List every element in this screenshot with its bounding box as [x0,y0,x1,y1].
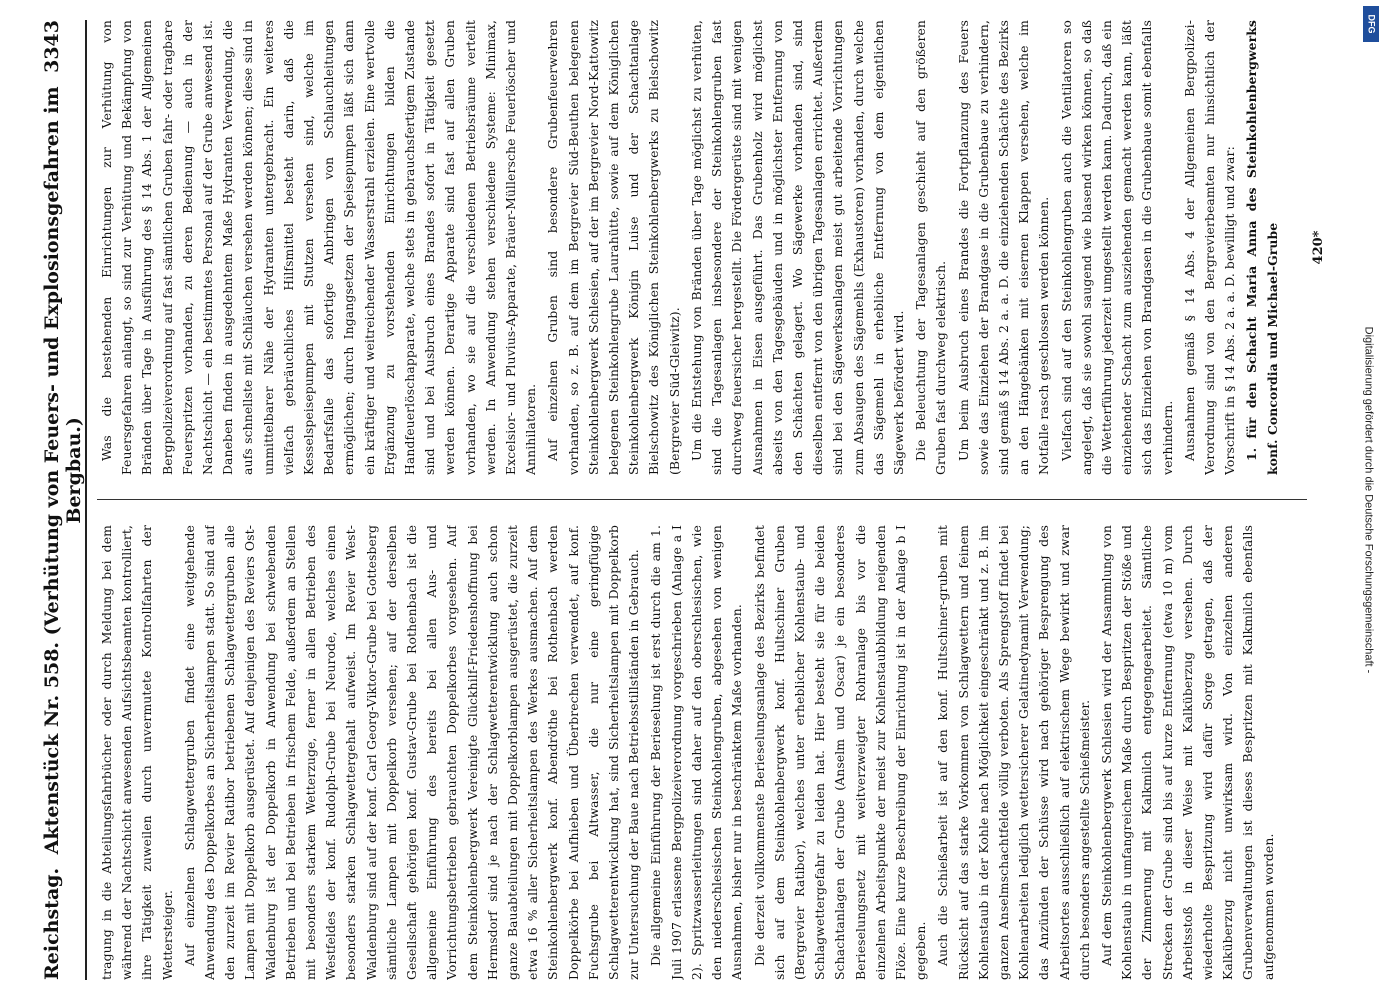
rotated-document-sheet [41,20,1341,980]
page-header [41,20,87,980]
paragraph: Auf dem Steinkohlenbergwerk Schlesien wird der Ansammlung von Kohlenstaub in umfangreichem Maße durch Bespritzen der Stöße und der Zimmerung mit Kalkmilch entgegengearbeitet. Sämtliche Strecken der Grube sind bis auf kurze Entfernung (etwa 10 m) vom Arbeitsstoß in dieser Weise mit Kalküberzug versehen. Durch wiederholte Bespritzung wird dafür Sorge getragen, daß der Kalküberzug nicht unwirksam wird. Von einzelnen anderen Grubenverwaltungen ist dieses Bespritzen mit Kalkmilch ebenfalls aufgenommen worden. [1098,525,1276,980]
header-title: Aktenstück Nr. 558. (Verhütung von Feuers- und Explosionsgefahren im Bergbau.) [41,86,85,855]
paragraph: Um die Entstehung von Bränden über Tage möglichst zu verhüten, sind die Tagesanlagen insbesondere der Steinkohlengruben fast durchweg feuersicher hergestellt. Die Fördergerüste sind mit wenigen Ausnahmen in Eisen ausgeführt. Das Grubenholz wird möglichst abseits von den Tagesgebäuden und in möglichster Entfernung von den Schächten gelagert. Wo Sägewerke vorhanden sind, sind dieselben entfernt von den übrigen Tagesanlagen errichtet. Außerdem sind bei den Sägewerksanlagen meist gut arbeitende Vorrichtungen zum Absaugen des Sägemehls (Exhaustoren) vorhanden, durch welche das Sägemehl in erhebliche Entfernung von dem eigentlichen Sägewerk befördert wird. [688,20,906,475]
list-item: 1. für den Schacht Maria Anna des Steinkohlenbergwerks konf. Concordia und Michael-Grube [1244,20,1280,475]
paragraph: Die Beleuchtung der Tagesanlagen geschieht auf den größeren Gruben fast durchweg elektrisch. [913,20,949,475]
header-left: Reichstag. [41,867,63,980]
column-divider [97,499,1307,500]
page-number: 3343 [41,20,63,73]
page-signature: 420* [1311,230,1326,265]
paragraph: Die derzeit vollkommenste Berieselungsanlage des Bezirks befindet sich auf dem Steinkohlenbergwerk konf. Hultschiner Gruben (Bergrevier Ratibor), welches unter erheblicher Kohlenstaub- und Schlagwettergefahr zu leiden hat. Hier besteht sie für die beiden Schachtanlagen der Grube (Anselm und Oscar) je ein besonderes Berieselungsnetz mit weitverzweigter Rohranlage bis vor die einzelnen Arbeitspunkte der meist zur Kohlenstaubbildung neigenden Flöze. Eine kurze Beschreibung der Einrichtung ist in der Anlage b I gegeben. [751,525,929,980]
right-column [97,20,1317,475]
paragraph: Was die bestehenden Einrichtungen zur Verhütung von Feuersgefahren anlangt, so sind zur Verhütung und Bekämpfung von Bränden über Tage in Ausführung des § 14 Abs. 1 der Allgemeinen Bergpolizeiverordnung auf fast sämtlichen Gruben fahr- oder tragbare Feuerspritzen vorhanden, zu deren Bedienung — auch in der Nachtschicht — ein bestimmtes Personal auf der Grube anwesend ist. Daneben finden in ausgedehntem Maße Hydranten Verwendung, die aufs schnellste mit Schläuchen versehen werden können; diese sind in unmittelbarer Nähe der Hydranten untergebracht. Ein weiteres vielfach gebräuchliches Hilfsmittel besteht darin, daß die Kesselspeisepumpen mit Stutzen versehen sind, welche im Bedarfsfalle das sofortige Anbringen von Schlauchleitungen ermöglichen; durch Ingangsetzen der Speisepumpen läßt sich dann ein kräftiger und weitreichender Wasserstrahl erzielen. Eine wertvolle Ergänzung zu vorstehenden Einrichtungen bilden die Handfeuerlöschapparate, welche stets in gebrauchsfertigem Zustande sind und bei Ausbruch eines Brandes sofort in Tätigkeit gesetzt werden können. Derartige Apparate sind fast auf allen Gruben vorhanden, wo sie auf die verschiedenen Betriebsräume verteilt werden. In Anwendung stehen verschiedene Systeme: Minimax, Excelsior- und Pluvius-Apparate, Bräuer-Müllersche Feuerlöscher und Annihilatoren. [99,20,539,475]
digitization-note [1359,0,1377,1000]
paragraph: Auf einzelnen Schlagwettergruben findet eine weitgehende Anwendung des Doppelkorbes an Sicherheitslampen statt. So sind auf den zurzeit im Revier Ratibor betriebenen Schlagwettergruben alle Lampen mit Doppelkorb ausgerüstet. Auf denjenigen des Reviers Ost-Waldenburg ist der Doppelkorb in Anwendung bei schwebenden Betrieben und bei Betrieben in frischem Felde, außerdem an Stellen mit besonders starkem Wetterzuge, ferner in allen Betrieben des Westfeldes der konf. Rudolph-Grube bei Neurode, welches einen besonders starken Schlagwettergehalt aufweist. Im Revier West-Waldenburg sind auf der konf. Carl Georg-Viktor-Grube bei Gottesberg sämtliche Lampen mit Doppelkorb versehen; auf der derselben Gesellschaft gehörigen konf. Gustav-Grube bei Rothenbach ist die allgemeine Einführung des bereits bei allen Aus- und Vorrichtungsbetrieben gebrauchten Doppelkorbes vorgesehen. Auf dem Steinkohlenbergwerk Vereinigte Glückhilf-Friedenshoffnung bei Hermsdorf sind je nach der Schlagwetterentwicklung auch schon ganze Bauabteilungen mit Doppelkorblampen ausgerüstet, die zurzeit etwa 16 % aller Sicherheitslampen des Werkes ausmachen. Auf dem Steinkohlenbergwerk konf. Abendröthe bei Rothenbach werden Doppelkörbe bei Aufhieben und Überbrechen verwendet, auf konf. Fuchsgrube bei Altwasser, die nur eine geringfügige Schlagwetterentwicklung hat, sind Sicherheitslampen mit Doppelkorb zur Untersuchung der Baue nach Betriebsstillständen in Gebrauch. [181,525,642,980]
paragraph: Auf einzelnen Gruben sind besondere Grubenfeuerwehren vorhanden, so z. B. auf dem im Bergrevier Süd-Beuthen belegenen Steinkohlenbergwerk Schlesien, auf der im Bergrevier Nord-Kattowitz belegenen Steinkohlengrube Laurahütte, sowie auf dem Königlichen Steinkohlenbergwerk Königin Luise und der Schachtanlage Bielschowitz des Königlichen Steinkohlenbergwerks zu Bielschowitz (Bergrevier Süd-Gleiwitz). [545,20,682,475]
paragraph: Um beim Ausbruch eines Brandes die Fortpflanzung des Feuers sowie das Einziehen der Brandgase in die Grubenbaue zu verhindern, sind gemäß § 14 Abs. 2 a. a. D. die einziehenden Schächte des Bezirks an den Hängebänken mit eisernen Klappen versehen, welche im Notfalle rasch geschlossen werden können. [955,20,1052,475]
paragraph: Auch die Schießarbeit ist auf den konf. Hultschiner-gruben mit Rücksicht auf das starke Vorkommen von Schlagwettern und feinem Kohlenstaub in der Kohle nach Möglichkeit eingeschränkt und z. B. im ganzen Anselmschachtfelde völlig verboten. Als Sprengstoff findet bei Kohlenarbeiten lediglich wettersicherer Gelatinedynamit Verwendung; das Anzünden der Schüsse wird nach gehöriger Besprengung des Arbeitsortes ausschließlich auf elektrischem Wege bewirkt und zwar durch besonders angestellte Schießmeister. [935,525,1092,980]
paragraph: Vielfach sind auf den Steinkohlengruben auch die Ventilatoren so angelegt, daß sie sowohl saugend wie blasend wirken können, so daß die Wetterführung jederzeit umgestellt werden kann. Dadurch, daß ein einziehender Schacht zum ausziehenden gemacht werden kann, läßt sich das Einziehen von Brandgasen in die Grubenbaue somit ebenfalls verhindern. [1058,20,1175,475]
paragraph: Ausnahmen gemäß § 14 Abs. 4 der Allgemeinen Bergpolizei-Verordnung sind von den Bergrevierbeamten nur hinsichtlich der Vorschrift in § 14 Abs. 2 a. a. D. bewilligt und zwar: [1181,20,1238,475]
paragraph: tragung in die Abteilungsfahrbücher oder durch Meldung bei dem während der Nachtschicht anwesenden Aufsichtsbeamten kontrolliert, ihre Tätigkeit zuweilen durch unvermutete Kontrollfahrten der Wettersteiger. [99,525,175,980]
paragraph: Die allgemeine Einführung der Berieselung ist erst durch die am 1. Juli 1907 erlassene Bergpolizeiverordnung vorgeschrieben (Anlage a I 2). Spritzwasserleitungen sind daher auf den oberschlesischen, wie den niederschlesischen Steinkohlengruben, abgesehen von wenigen Ausnahmen, bisher nur in beschränktem Maße vorhanden. [648,525,745,980]
left-column [97,525,1317,980]
digitization-note-text: Digitalisierung gefördert durch die Deutsche Forschungsgemeinschaft - [1362,326,1374,674]
dfg-logo-text: DFG [1366,14,1376,34]
